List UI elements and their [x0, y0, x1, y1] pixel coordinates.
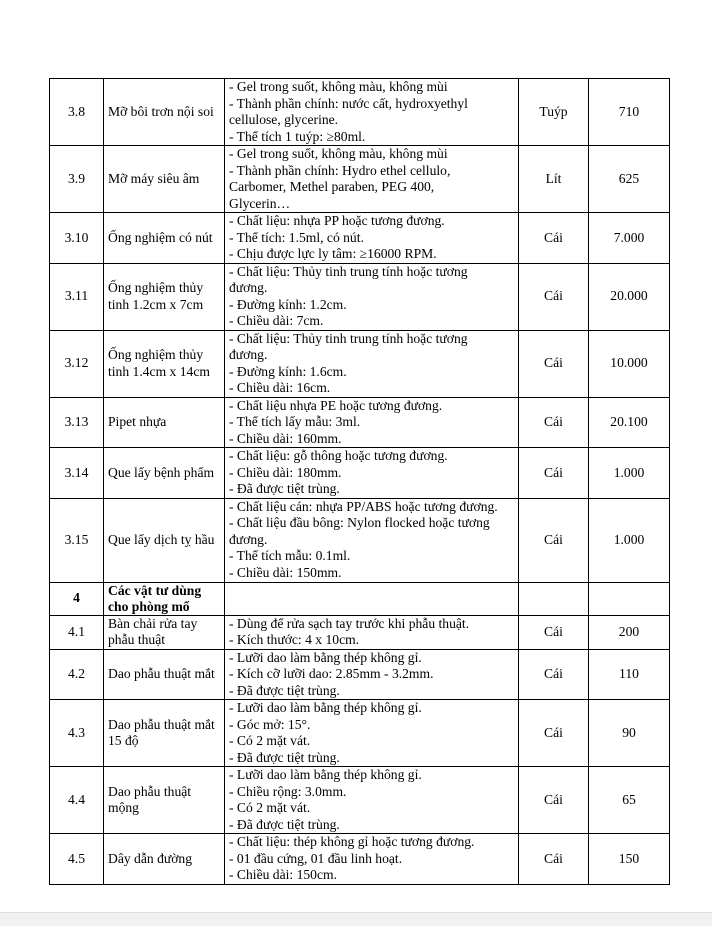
row-number: 3.14	[50, 448, 104, 499]
spec-line: - Gel trong suốt, không màu, không mùi	[229, 79, 448, 94]
item-unit: Cái	[519, 330, 589, 397]
spec-line: - Chiều dài: 7cm.	[229, 313, 324, 328]
item-name: Dao phẫu thuật mắt 15 độ	[104, 700, 225, 767]
item-specification	[225, 649, 519, 700]
table-row	[50, 213, 670, 264]
item-unit: Cái	[519, 649, 589, 700]
table-row	[50, 767, 670, 834]
spec-line: - Chiều dài: 160mm.	[229, 430, 342, 446]
table-row	[50, 700, 670, 767]
spec-line: - Chất liệu đầu bông: Nylon flocked hoặc tương	[229, 515, 490, 531]
item-quantity: 1.000	[589, 448, 670, 499]
spec-line: - Thành phần chính: Hydro ethel cellulo,	[229, 162, 451, 178]
item-specification	[225, 834, 519, 885]
spec-line: - Kích cỡ lưỡi dao: 2.85mm - 3.2mm.	[229, 666, 434, 681]
item-quantity: 20.000	[589, 263, 670, 330]
item-name: Dây dẫn đường	[104, 834, 225, 885]
table-row	[50, 448, 670, 499]
row-number: 3.12	[50, 330, 104, 397]
item-specification	[225, 263, 519, 330]
row-number: 3.13	[50, 397, 104, 448]
supplies-table	[49, 78, 670, 885]
item-unit	[519, 582, 589, 615]
item-specification	[225, 79, 519, 146]
spec-line: - Chất liệu: Thủy tinh trung tính hoặc tương	[229, 330, 468, 346]
spec-line: đương.	[229, 347, 268, 362]
item-name: Mỡ máy siêu âm	[104, 146, 225, 213]
item-specification	[225, 213, 519, 264]
table-row	[50, 498, 670, 582]
spec-line: cellulose, glycerine.	[229, 112, 339, 127]
item-name: Dao phẫu thuật mắt	[104, 649, 225, 700]
item-quantity: 110	[589, 649, 670, 700]
row-number: 3.9	[50, 146, 104, 213]
item-name: Pipet nhựa	[104, 397, 225, 448]
item-specification	[225, 767, 519, 834]
spec-line: - Thể tích mẫu: 0.1ml.	[229, 548, 351, 564]
spec-line: - Đường kính: 1.6cm.	[229, 363, 347, 379]
item-unit: Cái	[519, 498, 589, 582]
item-quantity: 710	[589, 79, 670, 146]
viewer-bottom-strip	[0, 912, 712, 926]
spec-line: - Có 2 mặt vát.	[229, 733, 311, 748]
item-quantity: 20.100	[589, 397, 670, 448]
item-quantity: 65	[589, 767, 670, 834]
spec-line: - Chất liệu: nhựa PP hoặc tương đương.	[229, 213, 445, 228]
spec-line: đương.	[229, 531, 268, 547]
item-quantity: 200	[589, 615, 670, 649]
spec-line: - Có 2 mặt vát.	[229, 800, 311, 815]
row-number: 3.8	[50, 79, 104, 146]
spec-line: - Chiều dài: 16cm.	[229, 380, 331, 395]
table-row	[50, 79, 670, 146]
row-number: 4.5	[50, 834, 104, 885]
item-quantity	[589, 582, 670, 615]
spec-line: - 01 đầu cứng, 01 đầu linh hoạt.	[229, 850, 403, 866]
item-name: Que lấy dịch tỵ hầu	[104, 498, 225, 582]
row-number: 4.2	[50, 649, 104, 700]
item-unit: Cái	[519, 263, 589, 330]
spec-line: - Chất liệu nhựa PE hoặc tương đương.	[229, 397, 443, 413]
spec-line: - Chất liệu: gỗ thông hoặc tương đương.	[229, 448, 448, 463]
spec-line: - Đã được tiệt trùng.	[229, 481, 340, 496]
table-row	[50, 834, 670, 885]
spec-line: - Thành phần chính: nước cất, hydroxyethyl	[229, 95, 468, 111]
spec-line: Glycerin…	[229, 195, 291, 211]
spec-line: - Chất liệu: thép không gỉ hoặc tương đương.	[229, 834, 475, 849]
item-unit: Cái	[519, 834, 589, 885]
table-row	[50, 146, 670, 213]
row-number: 3.10	[50, 213, 104, 264]
item-unit: Cái	[519, 213, 589, 264]
spec-line: - Đã được tiệt trùng.	[229, 749, 340, 765]
spec-line: - Lưỡi dao làm bằng thép không gỉ.	[229, 700, 422, 715]
item-quantity: 150	[589, 834, 670, 885]
item-specification	[225, 700, 519, 767]
spec-line: - Dùng để rửa sạch tay trước khi phẫu thuật.	[229, 615, 470, 631]
item-name: Mỡ bôi trơn nội soi	[104, 79, 225, 146]
spec-line: - Chất liệu: Thủy tinh trung tính hoặc tương	[229, 263, 468, 279]
spec-line: - Lưỡi dao làm bằng thép không gỉ.	[229, 649, 422, 665]
spec-line: - Chiều dài: 150cm.	[229, 867, 337, 882]
spec-line: - Chiều dài: 150mm.	[229, 564, 342, 580]
spec-line: - Chất liệu cán: nhựa PP/ABS hoặc tương đương.	[229, 498, 498, 514]
item-name: Ống nghiệm thủy tinh 1.2cm x 7cm	[104, 263, 225, 330]
item-specification	[225, 146, 519, 213]
item-name: Ống nghiệm có nút	[104, 213, 225, 264]
item-unit: Cái	[519, 397, 589, 448]
item-specification	[225, 448, 519, 499]
table-row	[50, 649, 670, 700]
item-specification	[225, 397, 519, 448]
spec-line: - Thể tích lấy mẫu: 3ml.	[229, 414, 361, 429]
spec-line: - Chiều dài: 180mm.	[229, 464, 342, 480]
item-quantity: 625	[589, 146, 670, 213]
item-name: Que lấy bệnh phẩm	[104, 448, 225, 499]
item-name: Ống nghiệm thủy tinh 1.4cm x 14cm	[104, 330, 225, 397]
item-name: Bàn chải rửa tay phẫu thuật	[104, 615, 225, 649]
item-specification	[225, 615, 519, 649]
item-specification	[225, 330, 519, 397]
item-unit: Cái	[519, 615, 589, 649]
spec-line: - Thể tích: 1.5ml, có nút.	[229, 229, 364, 245]
row-number: 4.1	[50, 615, 104, 649]
spec-line: - Chịu được lực ly tâm: ≥16000 RPM.	[229, 246, 437, 261]
item-unit: Cái	[519, 767, 589, 834]
spec-line: - Đã được tiệt trùng.	[229, 682, 340, 698]
table-row	[50, 330, 670, 397]
spec-line: - Đã được tiệt trùng.	[229, 816, 340, 832]
item-quantity: 90	[589, 700, 670, 767]
item-unit: Cái	[519, 700, 589, 767]
table-row	[50, 263, 670, 330]
item-specification	[225, 582, 519, 615]
row-number: 4.4	[50, 767, 104, 834]
spec-line: đương.	[229, 280, 268, 295]
row-number: 3.15	[50, 498, 104, 582]
spec-line: - Đường kính: 1.2cm.	[229, 296, 347, 312]
section-row	[50, 582, 670, 615]
spec-line: - Kích thước: 4 x 10cm.	[229, 632, 360, 647]
item-name: Các vật tư dùng cho phòng mổ	[104, 582, 225, 615]
spec-line: - Gel trong suốt, không màu, không mùi	[229, 146, 448, 161]
item-specification	[225, 498, 519, 582]
row-number: 4	[50, 582, 104, 615]
item-name: Dao phẫu thuật mộng	[104, 767, 225, 834]
spec-line: - Lưỡi dao làm bằng thép không gỉ.	[229, 767, 422, 782]
table-row	[50, 615, 670, 649]
spec-line: - Góc mở: 15°.	[229, 716, 311, 732]
spec-line: - Chiều rộng: 3.0mm.	[229, 783, 347, 799]
item-unit: Tuýp	[519, 79, 589, 146]
spec-line: - Thể tích 1 tuýp: ≥80ml.	[229, 128, 366, 144]
item-quantity: 7.000	[589, 213, 670, 264]
spec-line: Carbomer, Methel paraben, PEG 400,	[229, 179, 435, 194]
table-row	[50, 397, 670, 448]
row-number: 4.3	[50, 700, 104, 767]
item-quantity: 1.000	[589, 498, 670, 582]
item-unit: Lít	[519, 146, 589, 213]
item-unit: Cái	[519, 448, 589, 499]
row-number: 3.11	[50, 263, 104, 330]
supplies-table-body	[50, 79, 670, 885]
item-quantity: 10.000	[589, 330, 670, 397]
